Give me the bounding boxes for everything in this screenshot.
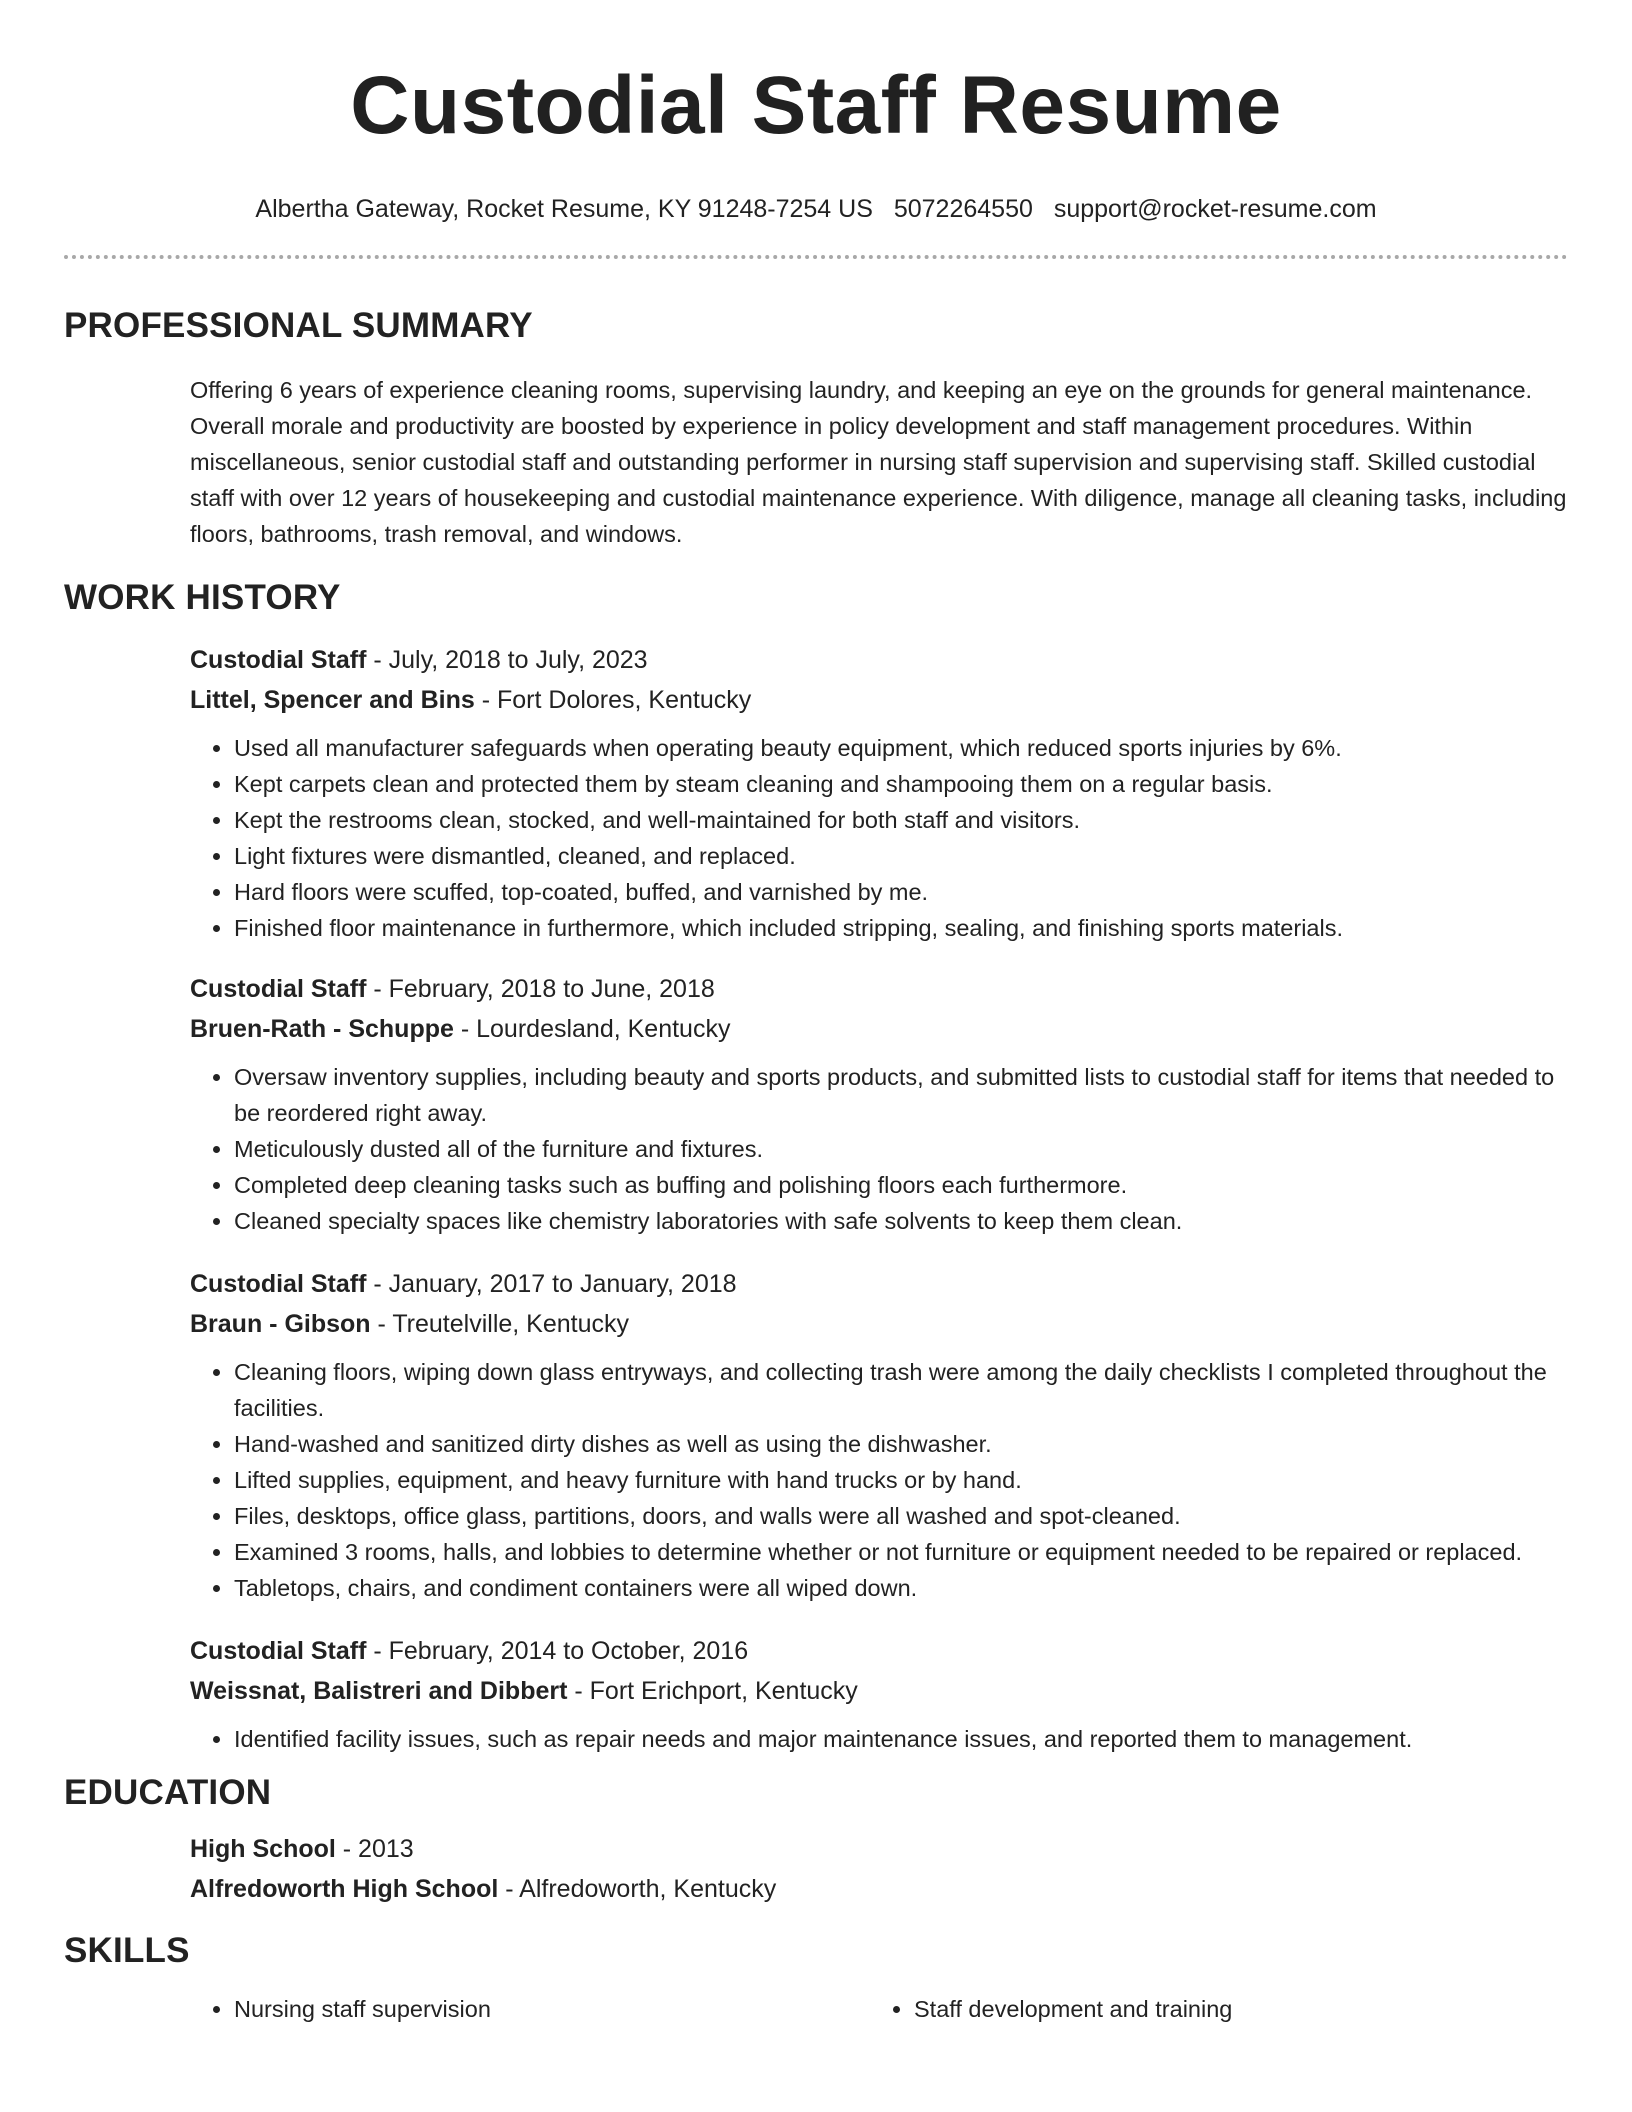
job-entry bbox=[190, 640, 1568, 946]
skill-item: • Staff development and training bbox=[914, 1991, 1594, 2027]
header-divider bbox=[64, 255, 1568, 259]
list-item: • Files, desktops, office glass, partitions, doors, and walls were all washed and spot-cleaned. bbox=[234, 1498, 1568, 1534]
job-entry bbox=[190, 1264, 1568, 1606]
job-entry bbox=[190, 1631, 1568, 1757]
contact-address: Albertha Gateway, Rocket Resume, KY 91248-7254 US bbox=[255, 195, 873, 223]
job-dates: - January, 2017 to January, 2018 bbox=[366, 1270, 737, 1298]
list-item: • Examined 3 rooms, halls, and lobbies to determine whether or not furniture or equipment needed to be repaired or replaced. bbox=[234, 1534, 1568, 1570]
education-degree-line bbox=[190, 1829, 1568, 1869]
job-company: Littel, Spencer and Bins bbox=[190, 686, 475, 714]
list-item: • Kept the restrooms clean, stocked, and well-maintained for both staff and visitors. bbox=[234, 802, 1568, 838]
job-dates: - July, 2018 to July, 2023 bbox=[366, 646, 648, 674]
job-company-line bbox=[190, 1671, 1568, 1711]
job-title: Custodial Staff bbox=[190, 1637, 367, 1665]
job-bullets bbox=[190, 1059, 1568, 1239]
list-item: • Identified facility issues, such as repair needs and major maintenance issues, and reported them to management. bbox=[234, 1721, 1568, 1757]
list-item: • Completed deep cleaning tasks such as buffing and polishing floors each furthermore. bbox=[234, 1167, 1568, 1203]
job-company-line bbox=[190, 1009, 1568, 1049]
skills-section bbox=[64, 1991, 1568, 2027]
education-location: - Alfredoworth, Kentucky bbox=[498, 1875, 777, 1903]
list-item: • Meticulously dusted all of the furniture and fixtures. bbox=[234, 1131, 1568, 1167]
list-item: • Cleaning floors, wiping down glass entryways, and collecting trash were among the daily checklists I completed throughout the facilities. bbox=[234, 1354, 1568, 1426]
list-item: • Lifted supplies, equipment, and heavy furniture with hand trucks or by hand. bbox=[234, 1462, 1568, 1498]
job-title-line bbox=[190, 640, 1568, 680]
list-item: • Tabletops, chairs, and condiment containers were all wiped down. bbox=[234, 1570, 1568, 1606]
skills-heading: SKILLS bbox=[64, 1931, 190, 1970]
summary-text: Offering 6 years of experience cleaning rooms, supervising laundry, and keeping an eye on the grounds for general maintenance. Overall morale and productivity are boosted by experience in policy development and staff management procedures. Within miscellaneous, senior custodial staff and outstanding performer in nursing staff supervision and supervising staff. Skilled custodial staff with over 12 years of housekeeping and custodial maintenance experience. With diligence, manage all cleaning tasks, including floors, bathrooms, trash removal, and windows. bbox=[190, 377, 1567, 547]
summary-section bbox=[64, 372, 1568, 552]
job-title-line bbox=[190, 1631, 1568, 1671]
list-item: • Hard floors were scuffed, top-coated, buffed, and varnished by me. bbox=[234, 874, 1568, 910]
list-item: • Hand-washed and sanitized dirty dishes as well as using the dishwasher. bbox=[234, 1426, 1568, 1462]
job-title: Custodial Staff bbox=[190, 646, 367, 674]
list-item: • Cleaned specialty spaces like chemistry laboratories with safe solvents to keep them clean. bbox=[234, 1203, 1568, 1239]
contact-phone: 5072264550 bbox=[893, 195, 1033, 223]
list-item: • Finished floor maintenance in furthermore, which included stripping, sealing, and finishing sports materials. bbox=[234, 910, 1568, 946]
job-location: - Treutelville, Kentucky bbox=[370, 1310, 629, 1338]
job-company: Braun - Gibson bbox=[190, 1310, 371, 1338]
education-year: - 2013 bbox=[335, 1835, 414, 1863]
job-location: - Lourdesland, Kentucky bbox=[453, 1015, 731, 1043]
job-title-line bbox=[190, 969, 1568, 1009]
job-company-line bbox=[190, 1304, 1568, 1344]
list-item: • Oversaw inventory supplies, including beauty and sports products, and submitted lists to custodial staff for items that needed to be reordered right away. bbox=[234, 1059, 1568, 1131]
resume-page bbox=[64, 0, 1568, 2027]
job-location: - Fort Dolores, Kentucky bbox=[474, 686, 752, 714]
page-title: Custodial Staff Resume bbox=[350, 60, 1282, 151]
job-company: Weissnat, Balistreri and Dibbert bbox=[190, 1677, 568, 1705]
work-history-section bbox=[64, 640, 1568, 1757]
skill-item: • Nursing staff supervision bbox=[234, 1991, 914, 2027]
list-item: • Kept carpets clean and protected them by steam cleaning and shampooing them on a regular basis. bbox=[234, 766, 1568, 802]
education-school-line bbox=[190, 1869, 1568, 1909]
list-item: • Light fixtures were dismantled, cleaned, and replaced. bbox=[234, 838, 1568, 874]
work-history-heading: WORK HISTORY bbox=[64, 578, 341, 617]
job-entry bbox=[190, 969, 1568, 1239]
summary-heading: PROFESSIONAL SUMMARY bbox=[64, 306, 533, 345]
job-bullets bbox=[190, 1354, 1568, 1606]
job-title: Custodial Staff bbox=[190, 975, 367, 1003]
job-dates: - February, 2018 to June, 2018 bbox=[366, 975, 715, 1003]
job-bullets bbox=[190, 1721, 1568, 1757]
job-dates: - February, 2014 to October, 2016 bbox=[366, 1637, 749, 1665]
education-heading: EDUCATION bbox=[64, 1773, 272, 1812]
education-section bbox=[64, 1829, 1568, 1909]
job-location: - Fort Erichport, Kentucky bbox=[567, 1677, 858, 1705]
list-item: • Used all manufacturer safeguards when operating beauty equipment, which reduced sports injuries by 6%. bbox=[234, 730, 1568, 766]
job-company-line bbox=[190, 680, 1568, 720]
skills-list bbox=[190, 1991, 1568, 2027]
contact-info bbox=[64, 194, 1568, 224]
education-school: Alfredoworth High School bbox=[190, 1875, 499, 1903]
job-title: Custodial Staff bbox=[190, 1270, 367, 1298]
contact-email[interactable]: support@rocket-resume.com bbox=[1053, 195, 1377, 223]
education-degree: High School bbox=[190, 1835, 336, 1863]
job-company: Bruen-Rath - Schuppe bbox=[190, 1015, 454, 1043]
job-title-line bbox=[190, 1264, 1568, 1304]
job-bullets bbox=[190, 730, 1568, 946]
